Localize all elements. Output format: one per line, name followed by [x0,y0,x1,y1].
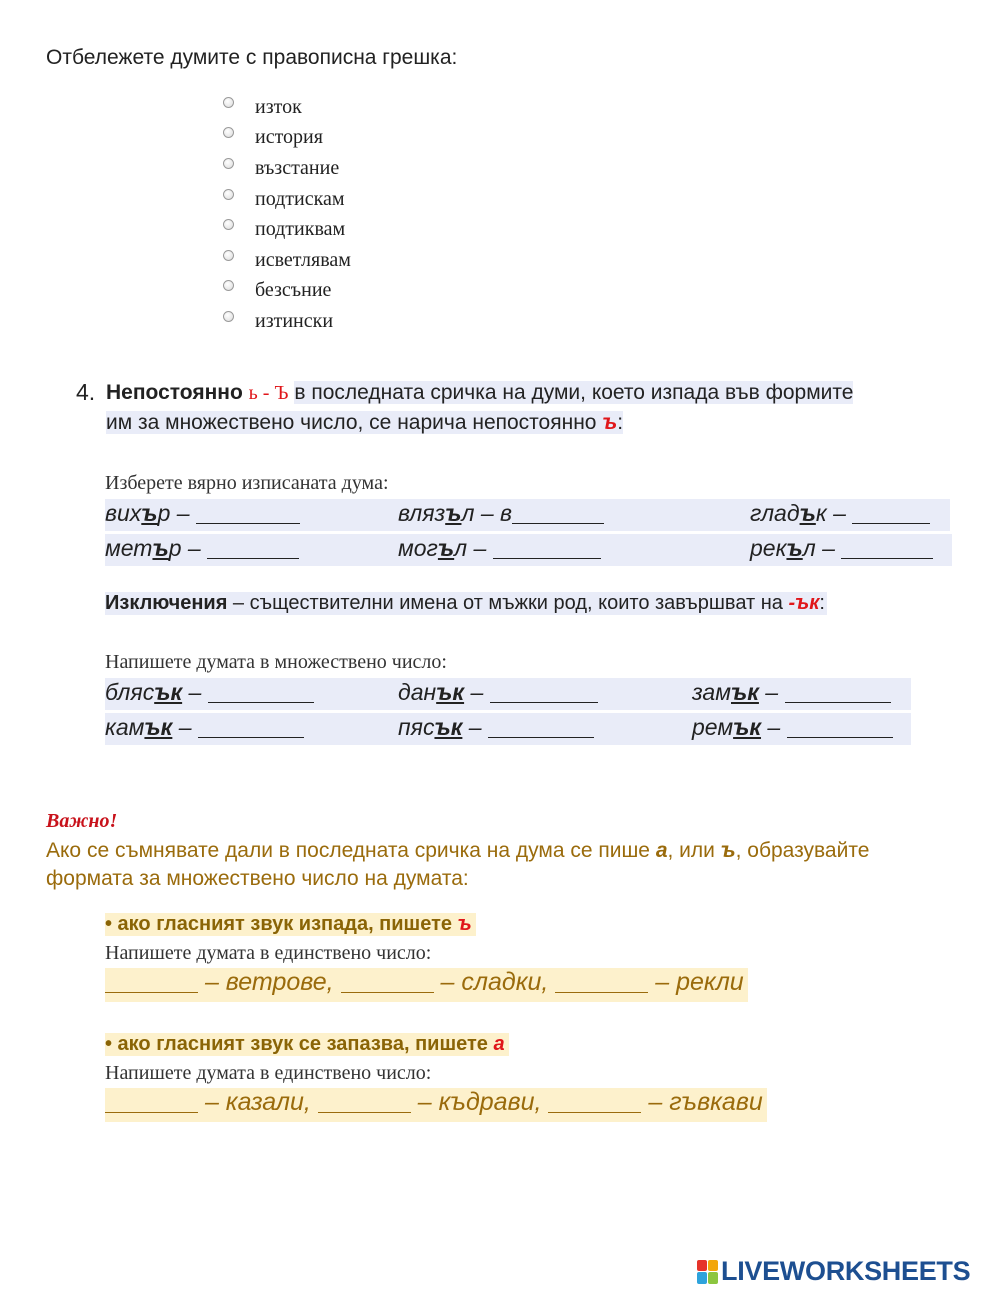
word-item: – гъвкави [641,1088,763,1116]
radio-button[interactable] [223,189,234,200]
logo-square [708,1272,718,1284]
word-item: данък – [398,679,598,706]
word-item: камък – [105,714,304,741]
answer-blank[interactable] [785,680,891,703]
logo-text: LIVEWORKSHEETS [721,1256,971,1286]
rule-text: • ако гласният звук изпада, пишете [105,913,458,935]
radio-button[interactable] [223,280,234,291]
answer-blank[interactable] [512,501,604,524]
important-text-part: формата за множествено число на думата: [46,867,469,890]
list-item[interactable] [223,306,351,337]
section-text-1: в последната сричка на думи, което изпада във формите [294,381,854,404]
exceptions-title: Изключения [105,592,228,614]
plural-label: Напишете думата в множествено число: [105,651,447,673]
options-list [223,92,351,337]
word-item: – къдрави, [410,1088,549,1116]
word-item: пясък – [398,714,594,741]
hard-sign-mark: ъ [602,411,618,434]
option-label: исветлявам [255,248,351,271]
important-heading: Важно! [46,810,118,832]
word-item: гладък – [750,500,930,527]
radio-button[interactable] [223,250,234,261]
rule-1 [105,913,476,936]
important-text-part: , образувайте [735,839,870,862]
answer-blank[interactable] [318,1088,411,1113]
logo-square [697,1272,707,1284]
important-text-part: , или [667,839,721,862]
word-item: – сладки, [433,968,556,996]
radio-button[interactable] [223,311,234,322]
answer-blank[interactable] [493,536,601,559]
answer-blank[interactable] [841,536,933,559]
option-label: безсъние [255,279,332,302]
section-title: Непостоянно [106,381,243,404]
question-title: Отбележете думите с правописна грешка: [46,46,458,69]
option-label: изток [255,95,302,118]
letter-hard-sign: ъ [720,839,736,862]
answer-blank[interactable] [105,968,198,993]
radio-button[interactable] [223,219,234,230]
word-item: – ветрове, [198,968,341,996]
rule-mark: ъ [457,913,472,935]
answer-blank[interactable] [105,1088,198,1113]
choose-row-1 [105,499,950,531]
word-item: метър – [105,535,299,562]
answer-blank[interactable] [208,680,314,703]
list-item[interactable] [223,92,351,123]
word-item: ремък – [692,714,893,741]
radio-button[interactable] [223,97,234,108]
choose-row-2 [105,534,952,566]
plural-row-2 [105,713,911,745]
answer-blank[interactable] [787,715,893,738]
singular-label: Напишете думата в единствено число: [105,1062,432,1084]
option-label: подтискам [255,187,345,210]
colon: : [819,592,825,614]
answer-blank[interactable] [207,536,299,559]
rule-2 [105,1033,509,1056]
soft-sign-mark: ь - Ъ [248,382,289,404]
answer-blank[interactable] [341,968,434,993]
singular-label: Напишете думата в единствено число: [105,942,432,964]
word-item: блясък – [105,679,314,706]
answer-blank[interactable] [198,715,304,738]
answer-blank[interactable] [196,501,300,524]
plural-row-1 [105,678,911,710]
logo-square [697,1260,707,1272]
word-item: – рекли [648,968,744,996]
list-item[interactable] [223,123,351,154]
logo-mark-icon [697,1260,718,1284]
option-label: възстание [255,156,340,179]
exceptions-text: – съществителни имена от мъжки род, които завършват на [227,592,789,614]
answer-blank[interactable] [490,680,598,703]
rule-text: • ако гласният звук се запазва, пишете [105,1033,494,1055]
option-label: история [255,126,323,149]
letter-a: а [655,839,668,862]
logo-square [708,1260,718,1272]
rule-2-exercise [105,1088,767,1122]
liveworksheets-logo [697,1256,970,1287]
rule-1-exercise [105,968,748,1002]
list-item[interactable] [223,153,351,184]
suffix-mark: -ък [788,592,820,614]
list-item[interactable] [223,214,351,245]
word-item: рекъл – [750,535,933,562]
list-item[interactable] [223,184,351,215]
answer-blank[interactable] [555,968,648,993]
word-item: вихър – [105,500,300,527]
word-item: могъл – [398,535,601,562]
list-item[interactable] [223,245,351,276]
option-label: изтински [255,309,334,332]
section-number: 4. [76,379,96,405]
radio-button[interactable] [223,158,234,169]
section-text-2: им за множествено число, се нарича непостоянно [106,411,597,434]
list-item[interactable] [223,276,351,307]
section-4 [76,378,956,437]
radio-button[interactable] [223,127,234,138]
answer-blank[interactable] [852,501,930,524]
choose-label: Изберете вярно изписаната дума: [105,472,389,494]
colon: : [617,411,624,434]
word-item: замък – [692,679,891,706]
important-text-part: Ако се съмнявате дали в последната сричка на дума се пише [46,839,656,862]
word-item: влязъл – в [398,500,604,527]
important-text [46,837,966,893]
answer-blank[interactable] [548,1088,641,1113]
exceptions-note [105,592,827,615]
rule-mark: а [493,1033,505,1055]
word-item: – казали, [198,1088,318,1116]
answer-blank[interactable] [488,715,594,738]
option-label: подтиквам [255,218,346,241]
